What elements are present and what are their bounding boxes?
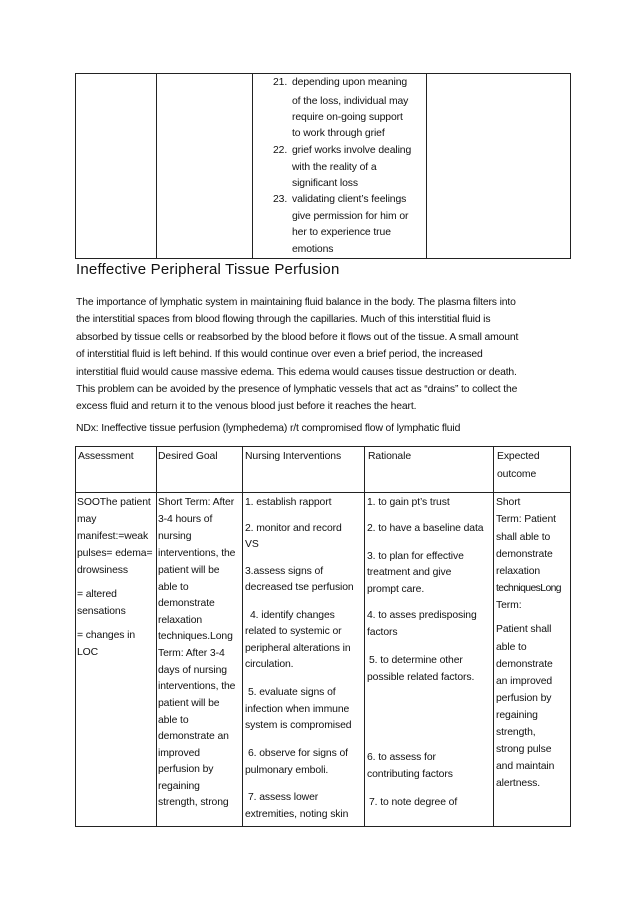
paragraph-line: The importance of lymphatic system in maintaining fluid balance in the body. The plasma filters into	[76, 297, 516, 308]
table-border	[75, 446, 571, 447]
paragraph-line: This problem can be avoided by the presence of lymphatic vessels that act as “drains” to collect the	[76, 384, 518, 396]
column-header: Assessment	[78, 451, 134, 462]
paragraph-line: of interstitial fluid is left behind. If this would continue over even a brief period, the increased	[76, 349, 483, 361]
table-border	[75, 446, 76, 827]
table-border	[75, 73, 571, 74]
column-header: Nursing Interventions	[245, 451, 342, 462]
paragraph-line: the interstitial spaces from blood flowing through the capillaries. Much of this interstitial fluid is	[76, 314, 491, 326]
body-paragraph	[76, 294, 576, 416]
table-border	[252, 73, 253, 259]
table-border	[156, 73, 157, 259]
table-border	[75, 258, 571, 259]
table-border	[75, 73, 76, 259]
column-header: Expected	[497, 451, 540, 462]
nursing-diagnosis: NDx: Ineffective tissue perfusion (lymphedema) r/t compromised flow of lymphatic fluid	[76, 423, 461, 434]
table-border	[570, 446, 571, 827]
table-border	[426, 73, 427, 259]
section-heading: Ineffective Peripheral Tissue Perfusion	[76, 261, 340, 278]
table-border	[75, 826, 571, 827]
table-border	[242, 446, 243, 827]
table-border	[364, 446, 365, 827]
table-border	[75, 492, 571, 493]
table-border	[570, 73, 571, 259]
table-border	[493, 446, 494, 827]
paragraph-line: excess fluid and return it to the venous blood just before it reaches the heart.	[76, 401, 417, 413]
column-header: Desired Goal	[158, 451, 218, 462]
column-header: Rationale	[368, 451, 412, 462]
column-header: outcome	[497, 469, 537, 480]
paragraph-line: interstitial fluid would cause massive edema. This edema would causes tissue destruction or death.	[76, 366, 517, 378]
paragraph-line: absorbed by tissue cells or reabsorbed by the blood before it flows out of the tissue. A small amount	[76, 331, 519, 343]
table-border	[156, 446, 157, 827]
